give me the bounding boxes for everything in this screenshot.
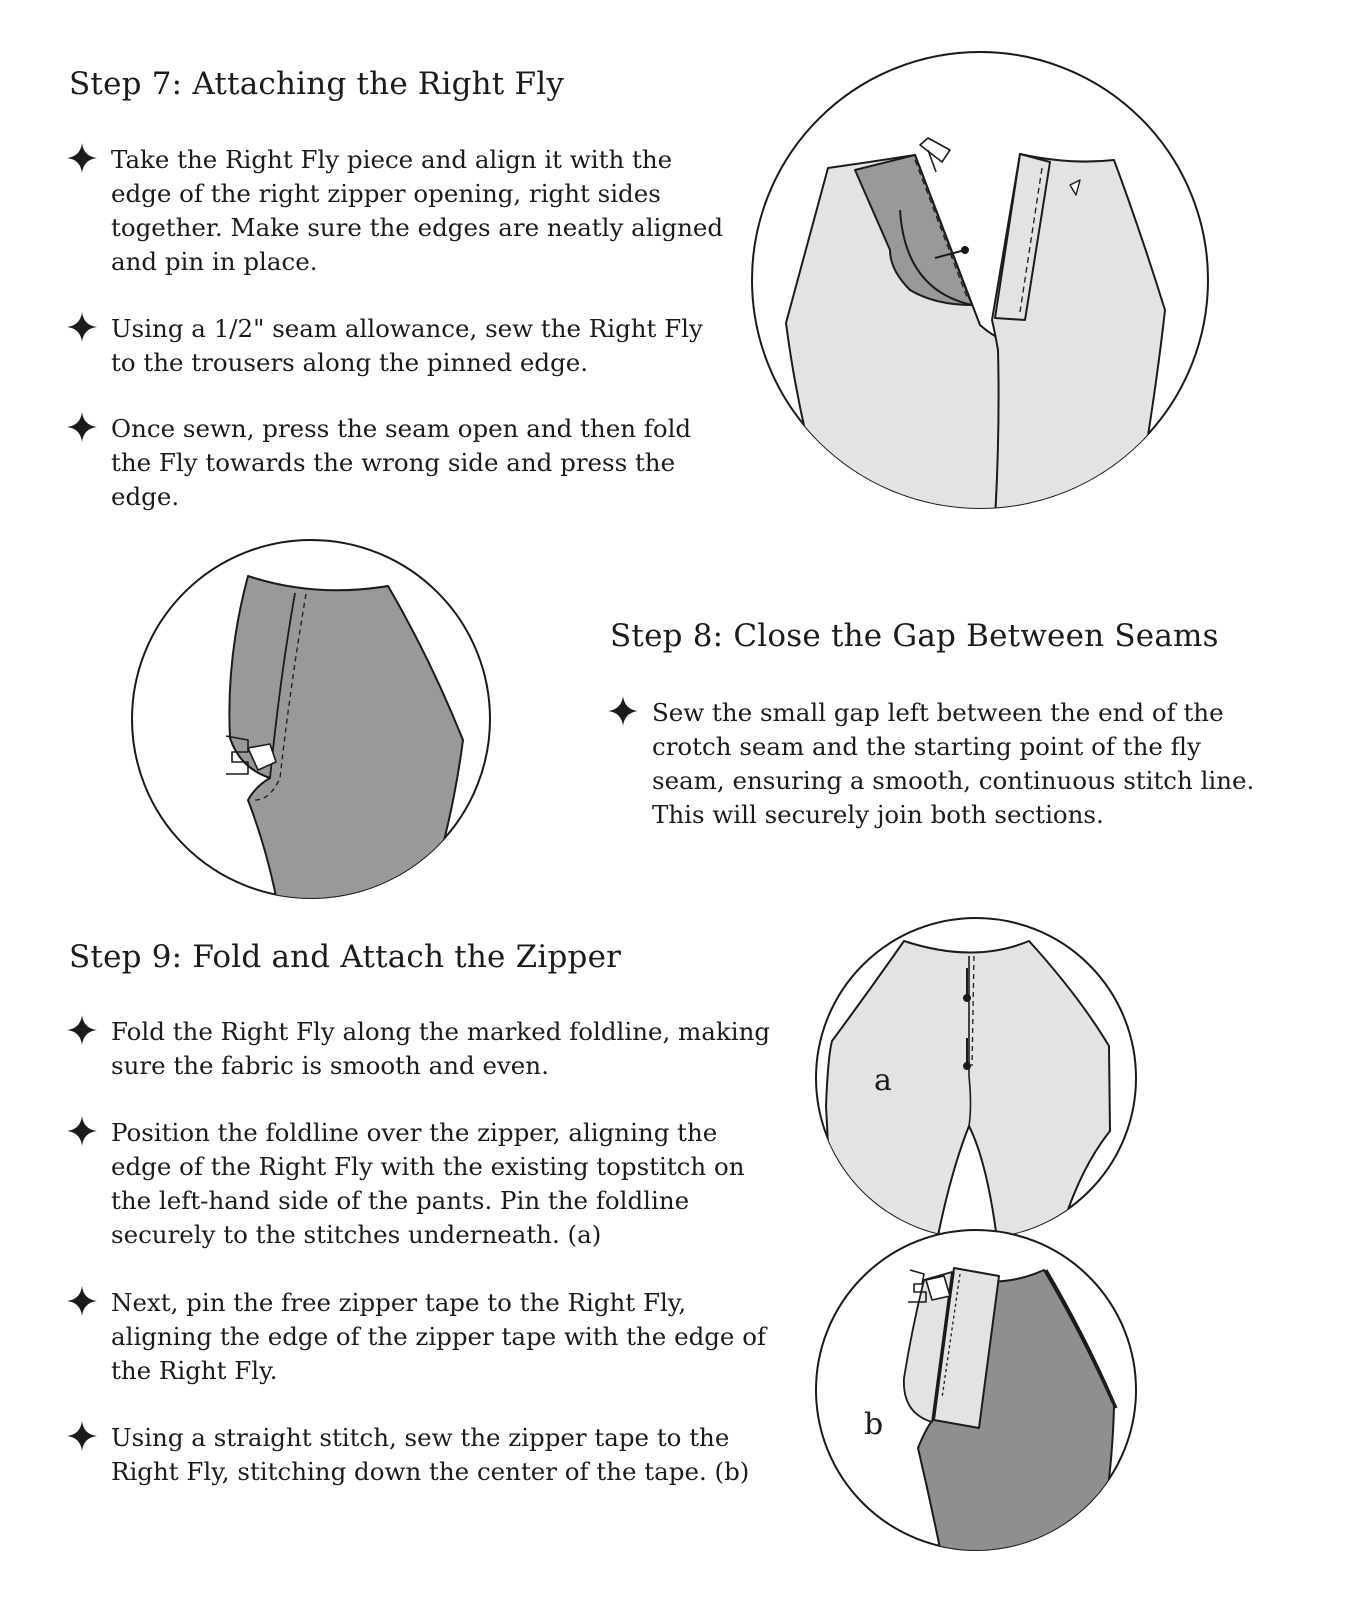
- fly-attach-diagram: [750, 50, 1210, 510]
- list-item: [111, 1421, 749, 1489]
- star-bullet-icon: [67, 1015, 97, 1045]
- step9b-illustration: [814, 1228, 1138, 1552]
- star-bullet-icon: [67, 312, 97, 342]
- label-a: a: [874, 1063, 892, 1098]
- star-bullet-icon: [67, 1421, 97, 1451]
- list-item: [111, 1286, 766, 1388]
- star-bullet-icon: [67, 143, 97, 173]
- step7-illustration: [750, 50, 1210, 510]
- star-bullet-icon: [67, 1286, 97, 1316]
- list-item: [111, 1116, 745, 1252]
- list-item: [111, 312, 703, 380]
- list-item: [111, 412, 691, 514]
- list-item: [652, 696, 1254, 832]
- fold-zipper-diagram-a: [814, 916, 1138, 1240]
- step7-title: Step 7: Attaching the Right Fly: [69, 66, 565, 102]
- bullet-text: Using a straight stitch, sew the zipper tape to the Right Fly, stitching down the center of the tape. (b): [111, 1423, 750, 1486]
- step8-illustration: [130, 538, 492, 900]
- step8-title: Step 8: Close the Gap Between Seams: [610, 618, 1219, 654]
- bullet-text: Position the foldline over the zipper, aligning the edge of the Right Fly with the existing topstitch on the left-hand side of the pants. Pin the foldline securely to the stitches underneath. (a): [111, 1118, 745, 1249]
- gap-close-diagram: [130, 538, 492, 900]
- star-bullet-icon: [67, 1116, 97, 1146]
- bullet-text: Take the Right Fly piece and align it with the edge of the right zipper opening, right sides together. Make sure the edges are neatly aligned and pin in place.: [111, 145, 724, 276]
- star-bullet-icon: [67, 412, 97, 442]
- label-b: b: [864, 1407, 884, 1442]
- bullet-text: Next, pin the free zipper tape to the Right Fly, aligning the edge of the zipper tape with the edge of the Right Fly.: [111, 1288, 767, 1385]
- step9a-illustration: [814, 916, 1138, 1240]
- list-item: [111, 1015, 770, 1083]
- bullet-text: Using a 1/2" seam allowance, sew the Right Fly to the trousers along the pinned edge.: [111, 314, 703, 377]
- bullet-text: Once sewn, press the seam open and then fold the Fly towards the wrong side and press the edge.: [111, 414, 692, 511]
- star-bullet-icon: [608, 696, 638, 726]
- bullet-text: Fold the Right Fly along the marked foldline, making sure the fabric is smooth and even.: [111, 1017, 771, 1080]
- bullet-text: Sew the small gap left between the end of the crotch seam and the starting point of the fly seam, ensuring a smooth, continuous stitch line. This will securely join both sections.: [652, 698, 1255, 829]
- step9-title: Step 9: Fold and Attach the Zipper: [69, 939, 622, 975]
- list-item: [111, 143, 723, 279]
- fold-zipper-diagram-b: [814, 1228, 1138, 1552]
